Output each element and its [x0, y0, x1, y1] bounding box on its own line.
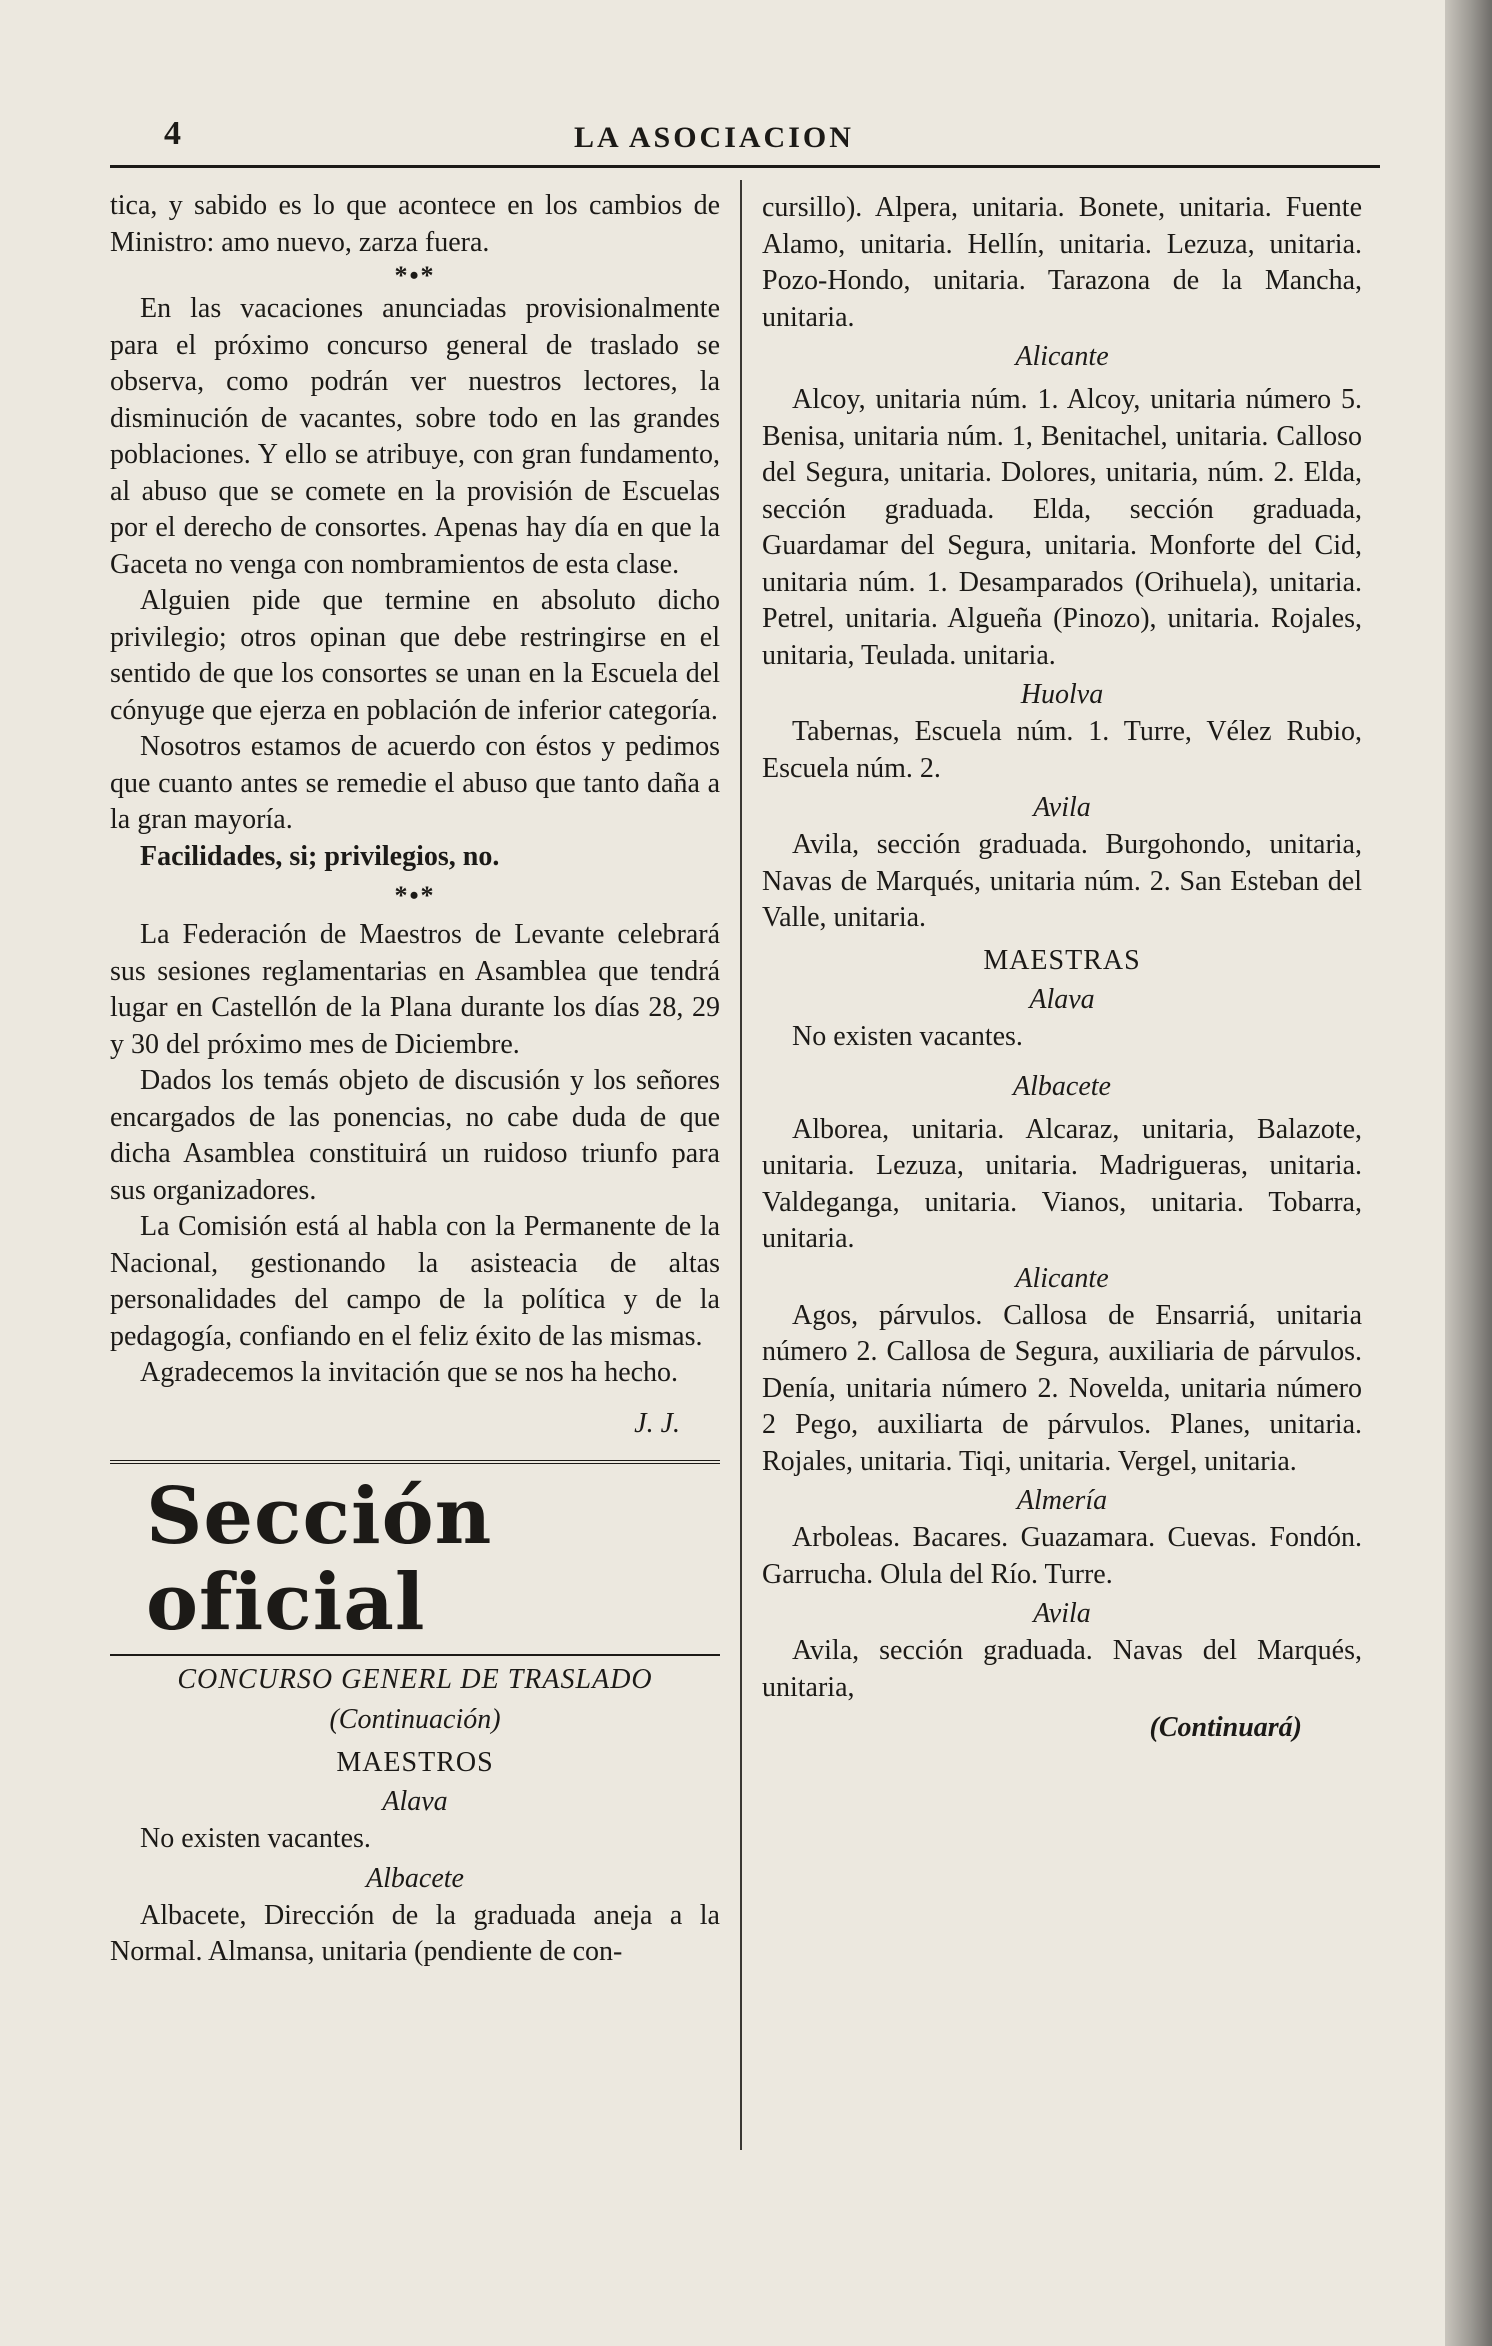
paragraph-ministers: tica, y sabido es lo que acontece en los cambios de Ministro: amo nuevo, zarza fuera. — [110, 190, 720, 258]
section-separator: *•* — [394, 261, 436, 290]
paragraph-motto: Facilidades, si; privilegios, no. — [140, 840, 500, 872]
avila-vacancies: Avila, sección graduada. Burgohondo, unitaria, Navas de Marqués, unitaria núm. 2. San Esteban del Valle, unitaria. — [762, 829, 1362, 933]
albacete-continued: cursillo). Alpera, unitaria. Bonete, unitaria. Fuente Alamo, unitaria. Hellín, unitaria. Lezuza, unitaria. Pozo-Hondo, unitaria. Tarazona de la Mancha, unitaria. — [762, 192, 1362, 333]
column-divider — [740, 180, 742, 2150]
province-heading-alicante: Alicante — [1015, 341, 1109, 372]
left-column — [110, 188, 720, 1971]
albacete-vacancies: Albacete, Dirección de la graduada aneja a la Normal. Almansa, unitaria (pendiente de con- — [110, 1899, 720, 1967]
alicante-vacancies: Alcoy, unitaria núm. 1. Alcoy, unitaria número 5. Benisa, unitaria núm. 1, Benitachel, unitaria. Calloso del Segura, unitaria. Dolores, unitaria, núm. 2. Elda, sección graduada. Elda, sección graduada, Guardamar del Segura, unitaria. Monforte del Cid, unitaria núm. 1. Desamparados (Orihuela), unitaria. Petrel, unitaria. Algueña (Pinozo), unitaria. Rojales, unitaria, Teulada. unitaria. — [762, 384, 1362, 671]
paragraph-thanks: Agradecemos la invitación que se nos ha hecho. — [140, 1357, 679, 1388]
page-number: 4 — [164, 115, 181, 152]
right-column — [762, 190, 1362, 1747]
paragraph-topics: Dados los temás objeto de discusión y los señores encargados de las ponencias, no cabe duda de que dicha Asamblea constituirá un ruidoso triunfo para sus organizadores. — [110, 1065, 720, 1206]
alicante-maestras-vacancies: Agos, párvulos. Callosa de Ensarriá, unitaria número 2. Callosa de Segura, auxiliaria de párvulos. Denía, unitaria número 2. Novelda, unitaria número 2 Pego, auxiliarta de párvulos. Planes, unitaria. Rojales, unitaria. Tiqi, unitaria. Vergel, unitaria. — [762, 1299, 1362, 1477]
province-heading-huolva: Huolva — [1020, 679, 1104, 710]
alava-maestras-vacancies: No existen vacantes. — [792, 1021, 1023, 1052]
albacete-maestras-vacancies: Alborea, unitaria. Alcaraz, unitaria, Balazote, unitaria. Lezuza, unitaria. Madrigueras, unitaria. Valdeganga, unitaria. Vianos, unitaria. Tobarra, unitaria. — [762, 1113, 1362, 1254]
huolva-vacancies: Tabernas, Escuela núm. 1. Turre, Vélez Rubio, Escuela núm. 2. — [762, 716, 1362, 784]
alava-vacancies: No existen vacantes. — [140, 1823, 371, 1854]
page-edge-shadow — [1445, 0, 1492, 2346]
contest-title: CONCURSO GENERL DE TRASLADO — [177, 1664, 653, 1695]
section-title: Sección oficial — [146, 1471, 493, 1648]
province-heading-almeria: Almería — [1016, 1485, 1108, 1516]
province-heading-albacete: Albacete — [366, 1862, 464, 1894]
province-heading-alava: Alava — [382, 1786, 448, 1817]
almeria-vacancies: Arboleas. Bacares. Guazamara. Cuevas. Fondón. Garrucha. Olula del Río. Turre. — [762, 1522, 1362, 1590]
author-signature: J. J. — [634, 1407, 680, 1439]
continuation-label: (Continuación) — [329, 1703, 501, 1735]
paragraph-privilege: Alguien pide que termine en absoluto dicho privilegio; otros opinan que debe restringirse en el sentido de que los consortes se unan en la Escuela del cónyuge que ejerza en población de inferior categoría. — [110, 585, 720, 726]
paragraph-commission: La Comisión está al habla con la Permanente de la Nacional, gestionando la asisteacia de altas personalidades del campo de la política y de la pedagogía, confiando en el feliz éxito de las mismas. — [110, 1211, 720, 1352]
province-heading-albacete-maestras: Albacete — [1013, 1070, 1111, 1102]
paragraph-vacancies: En las vacaciones anunciadas provisionalmente para el próximo concurso general de traslado se observa, como podrán ver nuestros lectores, la disminución de vacantes, sobre todo en las grandes poblaciones. Y ello se atribuye, con gran fundamento, al abuso que se comete en la provisión de Escuelas por el derecho de consortes. Apenas hay día en que la Gaceta no venga con nombramientos de esta clase. — [110, 293, 720, 580]
journal-title: LA ASOCIACION — [574, 121, 854, 154]
province-heading-avila: Avila — [1033, 792, 1091, 823]
maestros-heading: MAESTROS — [336, 1746, 494, 1778]
page-header — [160, 115, 1380, 165]
maestras-heading: MAESTRAS — [983, 944, 1141, 976]
paragraph-federation: La Federación de Maestros de Levante celebrará sus sesiones reglamentarias en Asamblea que tendrá lugar en Castellón de la Plana durante los días 28, 29 y 30 del próximo mes de Diciembre. — [110, 919, 720, 1060]
continued-label: (Continuará) — [1149, 1712, 1302, 1743]
province-heading-alava-maestras: Alava — [1029, 984, 1095, 1015]
avila-maestras-vacancies: Avila, sección graduada. Navas del Marqués, unitaria, — [762, 1635, 1362, 1703]
paragraph-agreement: Nosotros estamos de acuerdo con éstos y pedimos que cuanto antes se remedie el abuso que tanto daña a la gran mayoría. — [110, 731, 720, 835]
header-rule — [110, 165, 1380, 168]
section-header-block — [110, 1460, 720, 1656]
province-heading-avila-maestras: Avila — [1033, 1598, 1091, 1629]
province-heading-alicante-maestras: Alicante — [1015, 1262, 1109, 1294]
section-separator: *•* — [394, 881, 436, 910]
